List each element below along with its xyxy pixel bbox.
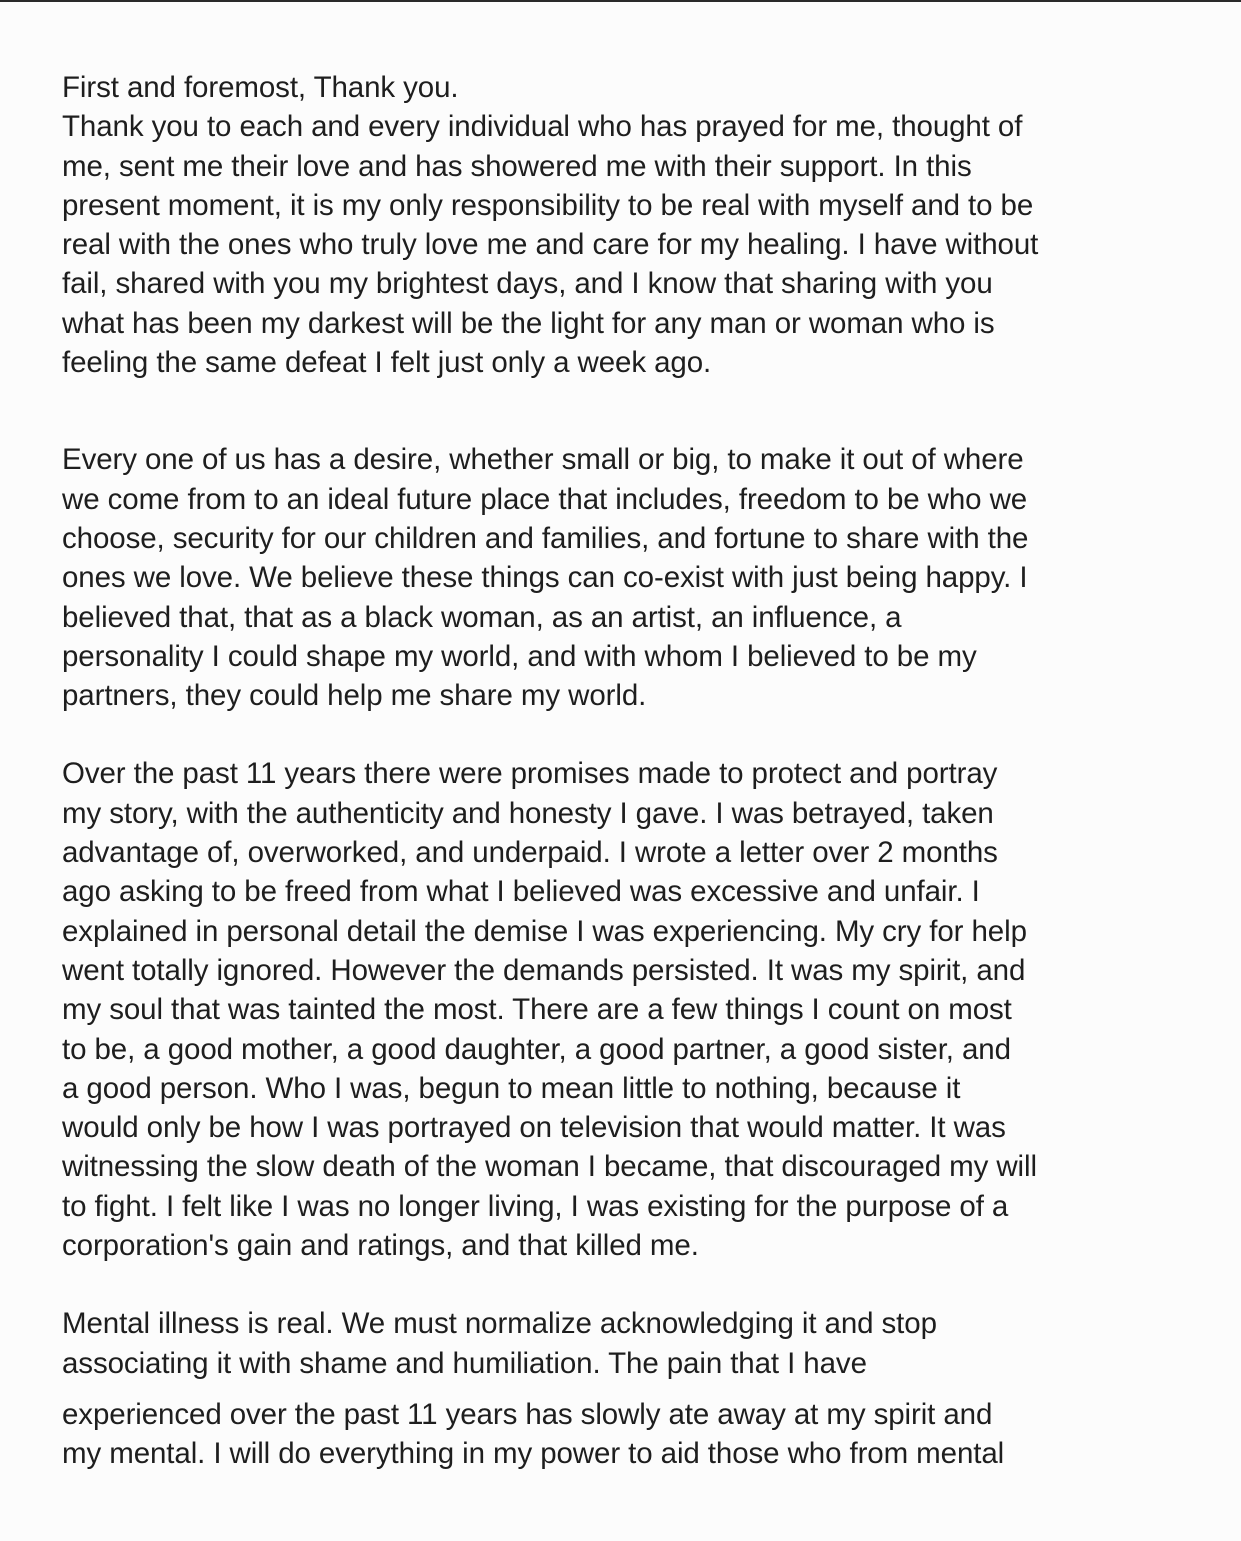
paragraph-desire [62,440,1212,715]
paragraph-thank-you [62,68,1212,382]
text-line: Thank you to each and every individual who has prayed for me, thought of [62,110,1023,144]
text-line: choose, security for our children and families, and fortune to share with the [62,521,1029,555]
text-line: my soul that was tainted the most. There are a few things I count on most [62,993,1012,1027]
text-line: to fight. I felt like I was no longer living, I was existing for the purpose of a [62,1189,1009,1223]
text-line: my story, with the authenticity and honesty I gave. I was betrayed, taken [62,796,994,830]
document-body [62,68,1212,1474]
text-line: witnessing the slow death of the woman I became, that discouraged my will [62,1150,1037,1184]
text-line: a good person. Who I was, begun to mean little to nothing, because it [62,1071,961,1105]
text-line: corporation's gain and ratings, and that killed me. [62,1229,699,1263]
paragraph-promises [62,754,1212,1265]
text-line: experienced over the past 11 years has slowly ate away at my spirit and [62,1397,993,1431]
text-line: First and foremost, Thank you. [62,71,459,104]
text-line: my mental. I will do everything in my power to aid those who from mental [62,1437,1005,1471]
text-line: Over the past 11 years there were promises made to protect and portray [62,757,998,791]
text-line: fail, shared with you my brightest days, and I know that sharing with you [62,267,993,301]
text-line: partners, they could help me share my world. [62,679,647,713]
text-line: Every one of us has a desire, whether small or big, to make it out of where [62,443,1024,477]
text-line: advantage of, overworked, and underpaid. I wrote a letter over 2 months [62,836,998,870]
text-line: real with the ones who truly love me and care for my healing. I have without [62,228,1039,262]
paragraph-mental-illness [62,1304,1212,1383]
text-line: explained in personal detail the demise I was experiencing. My cry for help [62,914,1027,948]
text-line: Mental illness is real. We must normalize acknowledging it and stop [62,1307,937,1341]
text-line: we come from to an ideal future place that includes, freedom to be who we [62,482,1028,516]
text-line: believed that, that as a black woman, as an artist, an influence, a [62,600,902,634]
text-line: went totally ignored. However the demands persisted. It was my spirit, and [62,953,1026,987]
top-divider [0,0,1241,2]
paragraph-mental-illness-continued [62,1395,1212,1474]
text-line: me, sent me their love and has showered me with their support. In this [62,149,972,183]
text-line: would only be how I was portrayed on television that would matter. It was [62,1111,1006,1145]
text-line: present moment, it is my only responsibility to be real with myself and to be [62,188,1034,222]
text-line: feeling the same defeat I felt just only a week ago. [62,346,712,380]
text-line: ago asking to be freed from what I believed was excessive and unfair. I [62,875,980,909]
text-line: associating it with shame and humiliation. The pain that I have [62,1346,867,1380]
text-line: personality I could shape my world, and with whom I believed to be my [62,639,977,673]
text-line: to be, a good mother, a good daughter, a good partner, a good sister, and [62,1032,1011,1066]
text-line: ones we love. We believe these things can co-exist with just being happy. I [62,561,1028,595]
text-line: what has been my darkest will be the light for any man or woman who is [62,306,995,340]
